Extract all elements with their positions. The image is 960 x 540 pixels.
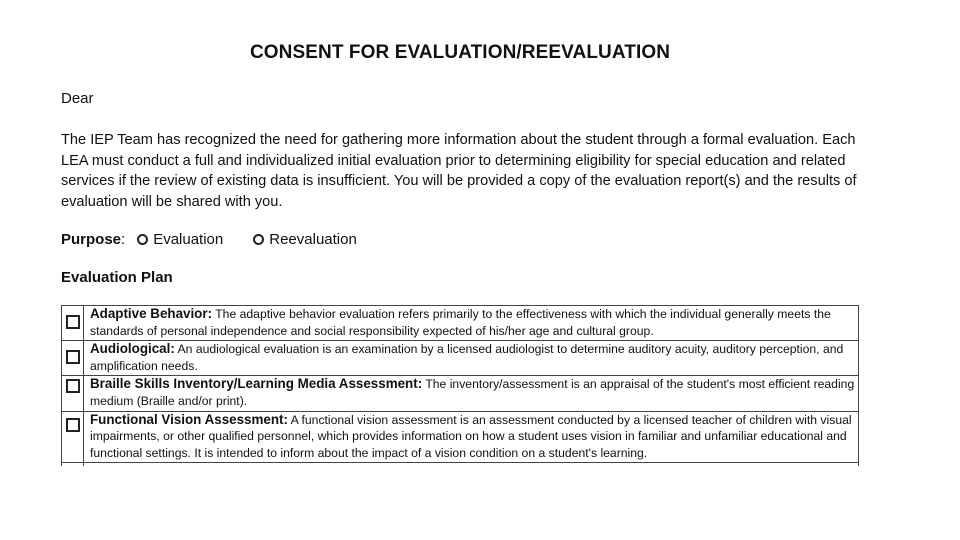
evaluation-plan-table xyxy=(61,305,859,466)
radio-label-reevaluation: Reevaluation xyxy=(269,231,357,248)
document-title: CONSENT FOR EVALUATION/REEVALUATION xyxy=(249,42,671,63)
intro-paragraph: The IEP Team has recognized the need for gathering more information about the student through a formal evaluation. Each LEA must conduct a full and individualized initial evaluation prior to determining eligibility for special education and related services if the review of existing data is insufficient. You will be provided a copy of the evaluation report(s) and the results of evaluation will be shared with you. xyxy=(61,132,857,210)
checkbox-icon[interactable] xyxy=(66,379,80,393)
radio-button-icon[interactable] xyxy=(253,234,264,245)
plan-item-text: The inventory/assessment is an appraisal of the student's most efficient reading medium (Braille and/or print). xyxy=(90,377,855,408)
plan-row-adaptive-behavior xyxy=(62,306,859,341)
plan-item-text: An audiological evaluation is an examination by a licensed audiologist to determine auditory acuity, auditory perception, and amplification needs. xyxy=(90,342,844,373)
radio-button-icon[interactable] xyxy=(137,234,148,245)
radio-option-reevaluation[interactable] xyxy=(253,231,357,248)
plan-item-text: The adaptive behavior evaluation refers primarily to the effectiveness with which the individual generally meets the standards of personal independence and social responsibility expected of his/her age and cultural group. xyxy=(90,307,831,338)
purpose-label: Purpose xyxy=(61,231,122,248)
plan-item-title: Functional Vision Assessment: xyxy=(90,411,288,427)
checkbox-icon[interactable] xyxy=(66,350,80,364)
plan-row-cutoff xyxy=(62,463,859,467)
plan-row-functional-vision xyxy=(62,411,859,463)
radio-label-evaluation: Evaluation xyxy=(153,231,224,248)
checkbox-icon[interactable] xyxy=(66,418,80,432)
checkbox-icon[interactable] xyxy=(66,315,80,329)
plan-item-title: Adaptive Behavior: xyxy=(90,306,213,321)
evaluation-plan-heading: Evaluation Plan xyxy=(61,269,173,286)
plan-item-title: Braille Skills Inventory/Learning Media Assessment: xyxy=(90,376,423,392)
purpose-colon: : xyxy=(121,231,126,248)
plan-item-text: A functional vision assessment is an assessment conducted by a licensed teacher of children with visual impairments, or other qualified personnel, which provides information on how a student uses vision in familiar and unfamiliar educational and functional settings. It is intended to inform about the impact of a vision condition on a student's learning. xyxy=(90,412,852,460)
plan-row-audiological xyxy=(62,341,859,376)
radio-option-evaluation[interactable] xyxy=(137,231,223,248)
plan-item-title: Audiological: xyxy=(90,341,175,357)
plan-row-braille-skills xyxy=(62,376,859,411)
salutation: Dear xyxy=(61,90,94,107)
purpose-row xyxy=(61,231,357,248)
